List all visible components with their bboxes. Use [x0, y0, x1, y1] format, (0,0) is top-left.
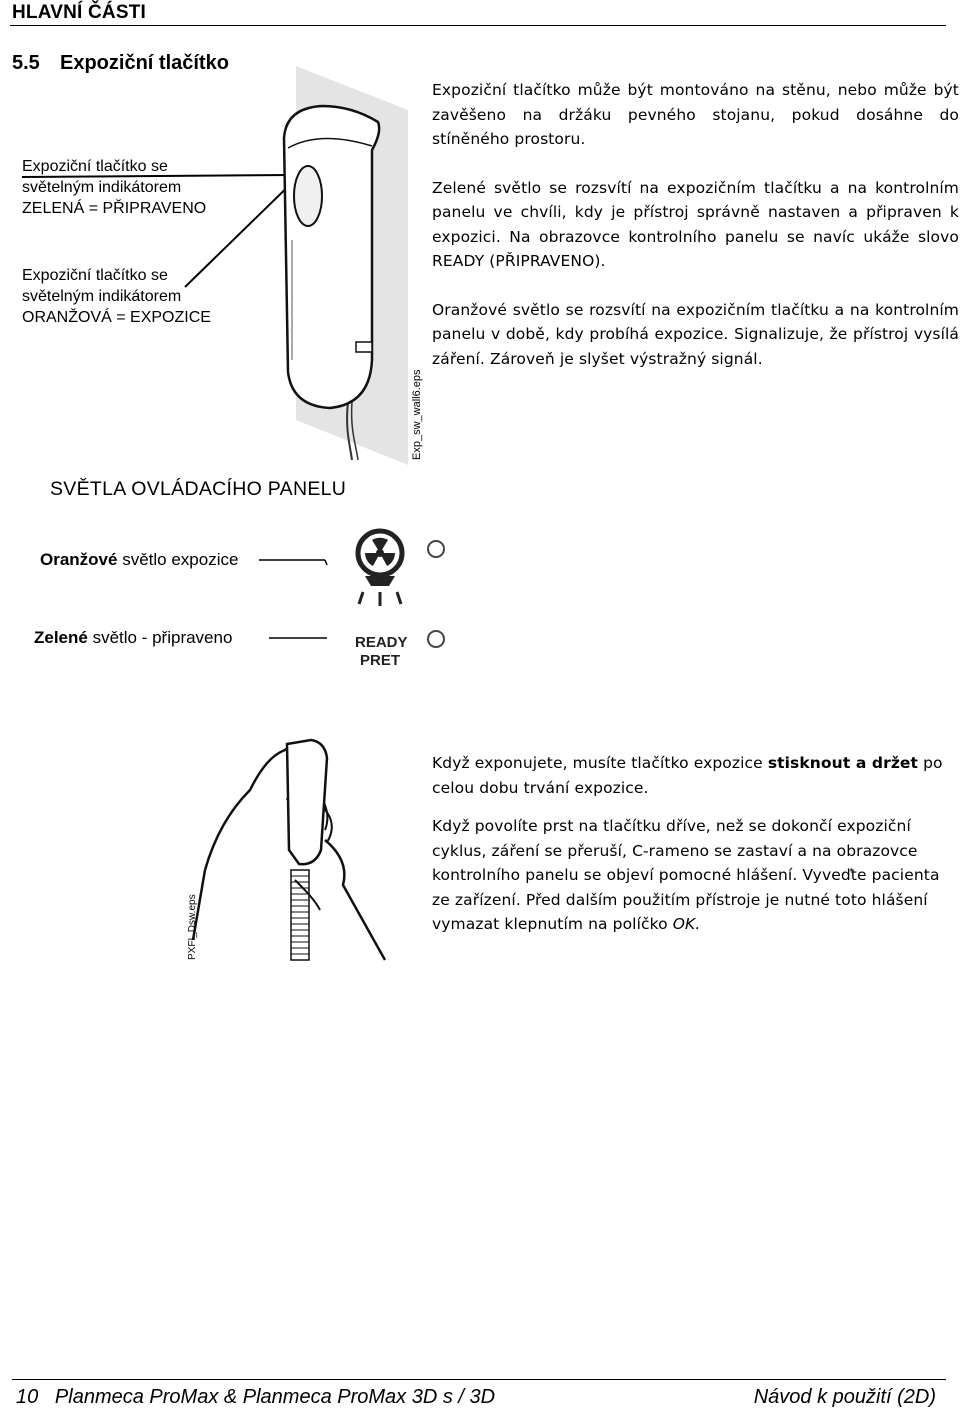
- label-rest: světlo expozice: [117, 550, 239, 569]
- holder-clip: [356, 342, 372, 352]
- section-number: 5.5: [12, 52, 40, 74]
- callout-orange-line: Expoziční tlačítko se: [22, 267, 168, 284]
- handheld-switch: [287, 740, 327, 864]
- footer-rule: [12, 1379, 946, 1380]
- header-rule: [10, 25, 946, 26]
- figure-filename: Exp_sw_wall6.eps: [411, 369, 423, 460]
- callout-orange-line: ORANŽOVÁ = EXPOZICE: [22, 309, 211, 326]
- label-rest: světlo - připraveno: [87, 628, 233, 647]
- description-text-2: [432, 751, 959, 961]
- description-text-1: [432, 78, 959, 395]
- page-header-title: HLAVNÍ ČÁSTI: [12, 2, 146, 23]
- hand-switch-illustration: [175, 730, 425, 970]
- coiled-cable: [291, 870, 309, 960]
- radiation-icon: [358, 531, 402, 606]
- green-lamp-icon: [428, 631, 444, 647]
- paragraph: Když exponujete, musíte tlačítko expozice stisknout a držet po celou dobu trvání expozice.: [432, 754, 943, 797]
- paragraph: Když povolíte prst na tlačítku dříve, než se dokončí expoziční cyklus, záření se přeruší, C-rameno se zastaví a na obrazovce kontrolního panelu se objeví pomocné hlášení. Vyveďte pacienta ze zařízení. Před dalším použitím přístroje je nutné toto hlášení vymazat klepnutím na políčko OK.: [432, 817, 940, 933]
- callout-green-line: Expoziční tlačítko se: [22, 158, 168, 175]
- callout-green-line: ZELENÁ = PŘIPRAVENO: [22, 200, 207, 217]
- callout-orange-line: světelným indikátorem: [22, 288, 182, 305]
- paragraph: Expoziční tlačítko může být montováno na stěnu, nebo může být zavěšeno na držáku pevného stojanu, pokud dosáhne do stíněného prostoru.: [432, 81, 959, 148]
- figure-filename: PXFI_Dsw.eps: [187, 894, 198, 960]
- paragraph: Oranžové světlo se rozsvítí na expozičním tlačítku a na kontrolním panelu v době, kdy probíhá expozice. Signalizuje, že přístroj vysílá záření. Zároveň je slyšet výstražný signál.: [432, 300, 959, 368]
- footer-right: Návod k použití (2D): [753, 1386, 936, 1408]
- footer-left: 10 Planmeca ProMax & Planmeca ProMax 3D s / 3D: [16, 1386, 496, 1408]
- panel-section-title: SVĚTLA OVLÁDACÍHO PANELU: [50, 478, 347, 500]
- control-panel-lights: [255, 520, 465, 680]
- orange-light-label: [40, 550, 238, 570]
- callout-line-green: [22, 175, 292, 177]
- exposure-switch-illustration: [0, 60, 430, 470]
- paragraph: Zelené světlo se rozsvítí na expozičním tlačítku a na kontrolním panelu ve chvíli, kdy je přístroj správně nastaven a připraven k expozici. Na obrazovce kontrolního panelu se navíc ukáže slovo READY (PŘIPRAVENO).: [432, 178, 959, 270]
- orange-lamp-icon: [428, 541, 444, 557]
- label-bold: Zelené: [34, 628, 88, 647]
- green-light-label: [34, 628, 232, 648]
- callout-green-line: světelným indikátorem: [22, 179, 182, 196]
- ready-text: READY: [355, 634, 408, 651]
- switch-body: [284, 106, 379, 408]
- section-title: Expoziční tlačítko: [60, 52, 229, 74]
- pret-text: PRET: [360, 652, 401, 669]
- indicator-light: [294, 166, 322, 226]
- label-bold: Oranžové: [40, 550, 118, 569]
